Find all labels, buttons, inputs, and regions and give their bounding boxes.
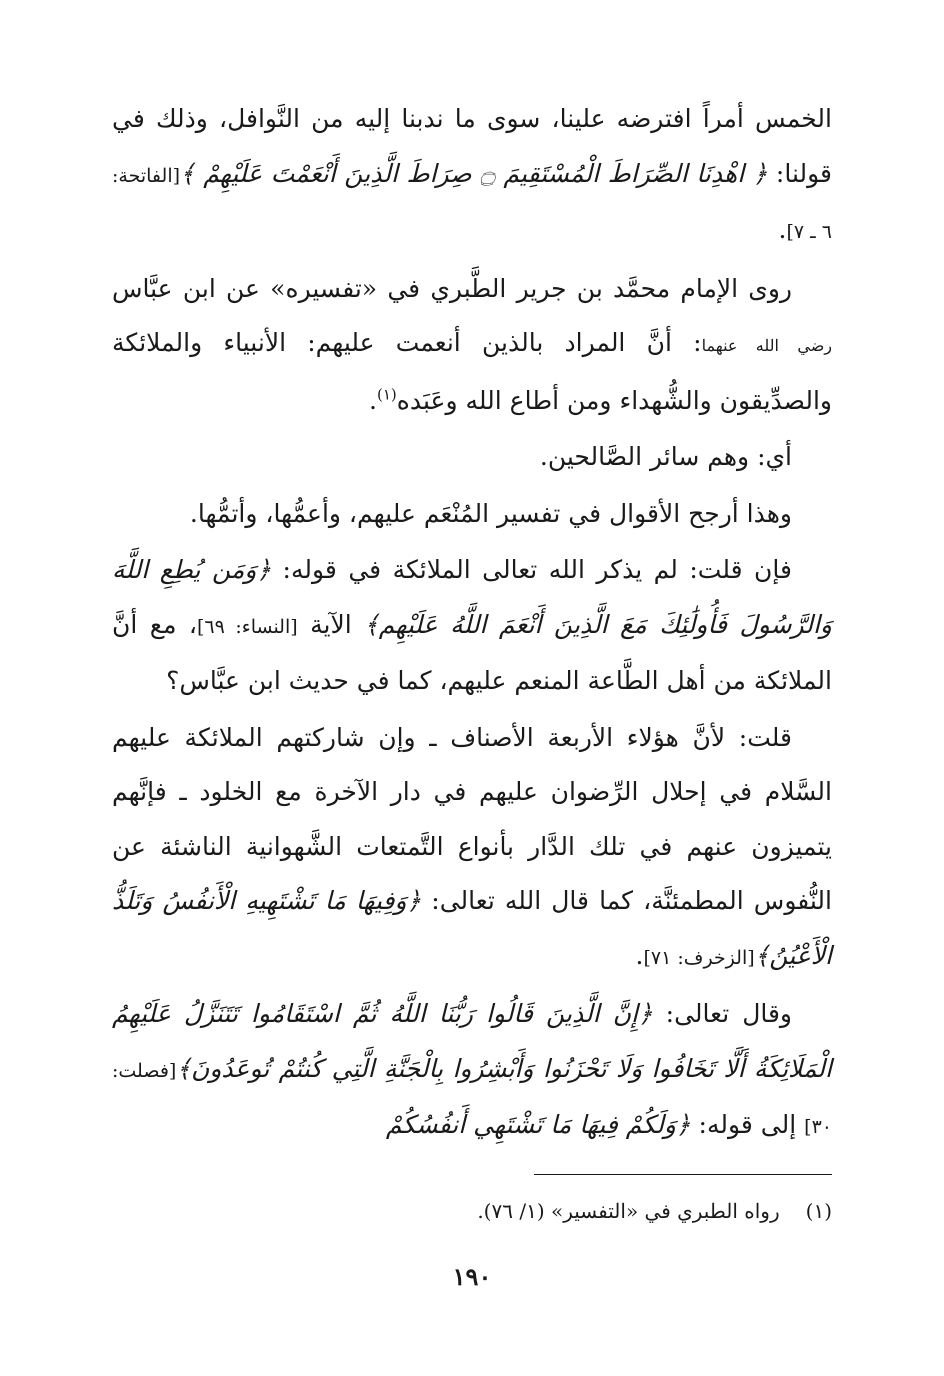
paragraph-6-end: . — [635, 940, 644, 970]
paragraph-7 — [112, 987, 832, 1155]
quran-verse-zukhruf: ﴿وَفِيهَا مَا تَشْتَهِيهِ الْأَنفُسُ وَتَلَذُّ الْأَعْيُنُ﴾ — [112, 886, 832, 970]
paragraph-5-text-b: الآية — [297, 609, 365, 639]
paragraph-2 — [112, 262, 832, 429]
verse-reference-zukhruf: [الزخرف: ٧١] — [643, 946, 755, 969]
quran-verse-fussilat-continued: ﴿وَلَكُمْ فِيهَا مَا تَشْتَهِي أَنفُسُكُمْ — [385, 1110, 691, 1139]
paragraph-5 — [112, 543, 832, 709]
paragraph-2-text-a: روى الإمام محمَّد بن جرير الطَّبري في «تفسيره» عن ابن عبَّاس — [112, 273, 792, 303]
paragraph-6 — [112, 711, 832, 986]
paragraph-7-text-b: إلى قوله: — [690, 1110, 805, 1139]
salutation-mark: رضي الله عنهما — [701, 336, 833, 355]
footnote — [112, 1196, 832, 1226]
paragraph-3-text: أي: وهم سائر الصَّالحين. — [539, 442, 792, 471]
quran-verse-nisa: ﴿وَمَن يُطِعِ اللَّهَ وَالرَّسُولَ فَأُولَٰئِكَ مَعَ الَّذِينَ أَنْعَمَ اللَّهُ عَلَيْهِم﴾ — [112, 555, 832, 639]
paragraph-5-text-a: فإن قلت: لم يذكر الله تعالى الملائكة في قوله: — [271, 555, 792, 584]
paragraph-5-text-c: ، مع أنَّ الملائكة من أهل الطَّاعة المنعم عليهم، كما في حديث ابن عبَّاس؟ — [112, 609, 832, 695]
paragraph-2-end: . — [369, 385, 377, 415]
verse-reference-fussilat: [فصلت: ٣٠] — [112, 1059, 832, 1138]
paragraph-6-text-a: قلت: لأنَّ هؤلاء الأربعة الأصناف ـ وإن شاركتهم الملائكة عليهم السَّلام في إحلال الرِّضوان عليهم في دار الآخرة مع الخلود ـ فإنَّهم يتميزون عنهم في تلك الدَّار بأنواع التَّمتعات الشَّهوانية الناشئة عن النُّفوس المطمئنَّة، كما قال الله تعالى: — [112, 722, 832, 915]
paragraph-1-end: . — [778, 215, 787, 244]
verse-reference-fatiha: [الفاتحة: ٦ ـ ٧] — [112, 164, 832, 243]
quran-verse-fatiha: ﴿ اهْدِنَا الصِّرَاطَ الْمُسْتَقِيمَ ۝ صِرَاطَ الَّذِينَ أَنْعَمْتَ عَلَيْهِمْ ﴾ — [180, 158, 768, 188]
footnote-text: رواه الطبري في «التفسير» (١/ ٧٦). — [477, 1199, 780, 1223]
paragraph-1-text: الخمس أمراً افترضه علينا، سوى ما ندبنا إليه من النَّوافل، وذلك في قولنا: — [112, 104, 832, 188]
paragraph-1 — [112, 92, 832, 260]
paragraph-3 — [112, 430, 832, 485]
footnote-number: (١) — [805, 1199, 832, 1223]
page-number: ١٩٠ — [452, 1262, 492, 1291]
paragraph-2-text-b: : أنَّ المراد بالذين أنعمت عليهم: الأنبياء والملائكة والصدِّيقون والشُّهداء ومن أطاع الله وعَبَده — [112, 328, 832, 415]
verse-reference-nisa: [النساء: ٦٩] — [196, 615, 298, 638]
paragraph-7-text-a: وقال تعالى: — [652, 999, 792, 1028]
footnote-divider — [534, 1174, 832, 1175]
paragraph-4-text: وهذا أرجح الأقوال في تفسير المُنْعَم عليهم، وأعمُّها، وأتمُّها. — [189, 498, 792, 528]
main-text — [112, 92, 832, 1157]
footnote-marker: (١) — [377, 385, 397, 404]
paragraph-4 — [112, 487, 832, 542]
quran-verse-fussilat: ﴿إِنَّ الَّذِينَ قَالُوا رَبُّنَا اللَّهُ ثُمَّ اسْتَقَامُوا تَتَنَزَّلُ عَلَيْهِمُ الْمَلَائِكَةُ أَلَّا تَخَافُوا وَلَا تَحْزَنُوا وَأَبْشِرُوا بِالْجَنَّةِ الَّتِي كُنتُمْ تُوعَدُونَ﴾ — [112, 999, 832, 1083]
